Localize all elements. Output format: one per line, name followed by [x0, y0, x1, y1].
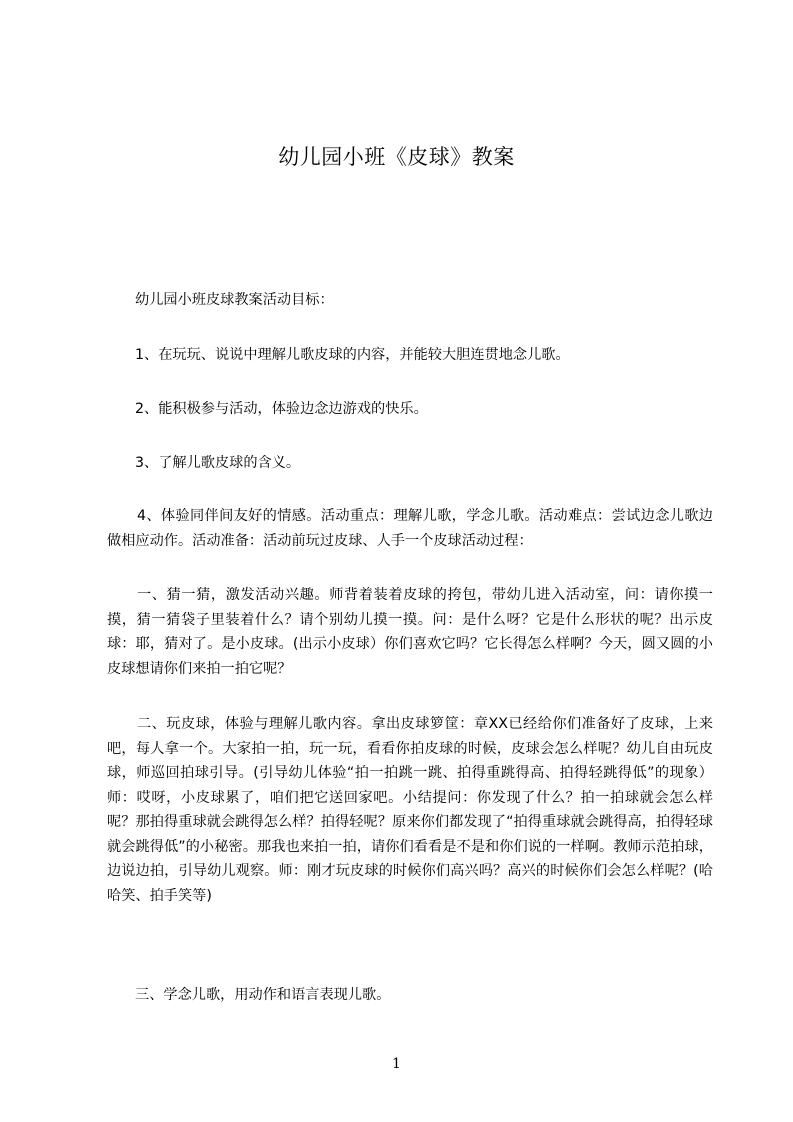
paragraph-step-3: 三、学念儿歌，用动作和语言表现儿歌。 [135, 987, 391, 1003]
page-number: 1 [392, 1056, 401, 1072]
paragraph-objective-4: 4、体验同伴间友好的情感。活动重点：理解儿歌，学念儿歌。活动难点：尝试边念儿歌边做相应动作。活动准备：活动前玩过皮球、人手一个皮球活动过程： [107, 508, 713, 549]
paragraph-step-2: 二、玩皮球，体验与理解儿歌内容。拿出皮球箩筐：章XX已经给你们准备好了皮球，上来吧，每人拿一个。大家拍一拍，玩一玩，看看你拍皮球的时候，皮球会怎么样呢？幼儿自由玩皮球，师巡回拍球引导。(引导幼儿体验“拍一拍跳一跳、拍得重跳得高、拍得轻跳得低”的现象）师：哎呀，小皮球累了，咱们把它送回家吧。小结提问：你发现了什么？拍一拍球就会怎么样呢？那拍得重球就会跳得怎么样？拍得轻呢？原来你们都发现了“拍得重球就会跳得高，拍得轻球就会跳得低”的小秘密。那我也来拍一拍，请你们看看是不是和你们说的一样啊。教师示范拍球，边说边拍，引导幼儿观察。师：刚才玩皮球的时候你们高兴吗？高兴的时候你们会怎么样呢？(哈哈笑、拍手笑等) [107, 716, 713, 904]
paragraph-objective-3: 3、了解儿歌皮球的含义。 [135, 455, 301, 471]
paragraph-objective-2: 2、能积极参与活动，体验边念边游戏的快乐。 [135, 401, 428, 417]
paragraph-step-1: 一、猜一猜，激发活动兴趣。师背着装着皮球的挎包，带幼儿进入活动室，问：请你摸一摸，猜一猜袋子里装着什么？请个别幼儿摸一摸。问：是什么呀？它是什么形状的呢？出示皮球：耶，猜对了。是小皮球。(出示小皮球）你们喜欢它吗？它长得怎么样啊？今天，圆又圆的小皮球想请你们来拍一拍它呢？ [107, 587, 713, 677]
paragraph-objectives-heading: 幼儿园小班皮球教案活动目标： [135, 292, 334, 308]
paragraph-objective-1: 1、在玩玩、说说中理解儿歌皮球的内容，并能较大胆连贯地念儿歌。 [135, 347, 570, 363]
document-title: 幼儿园小班《皮球》教案 [278, 145, 515, 169]
